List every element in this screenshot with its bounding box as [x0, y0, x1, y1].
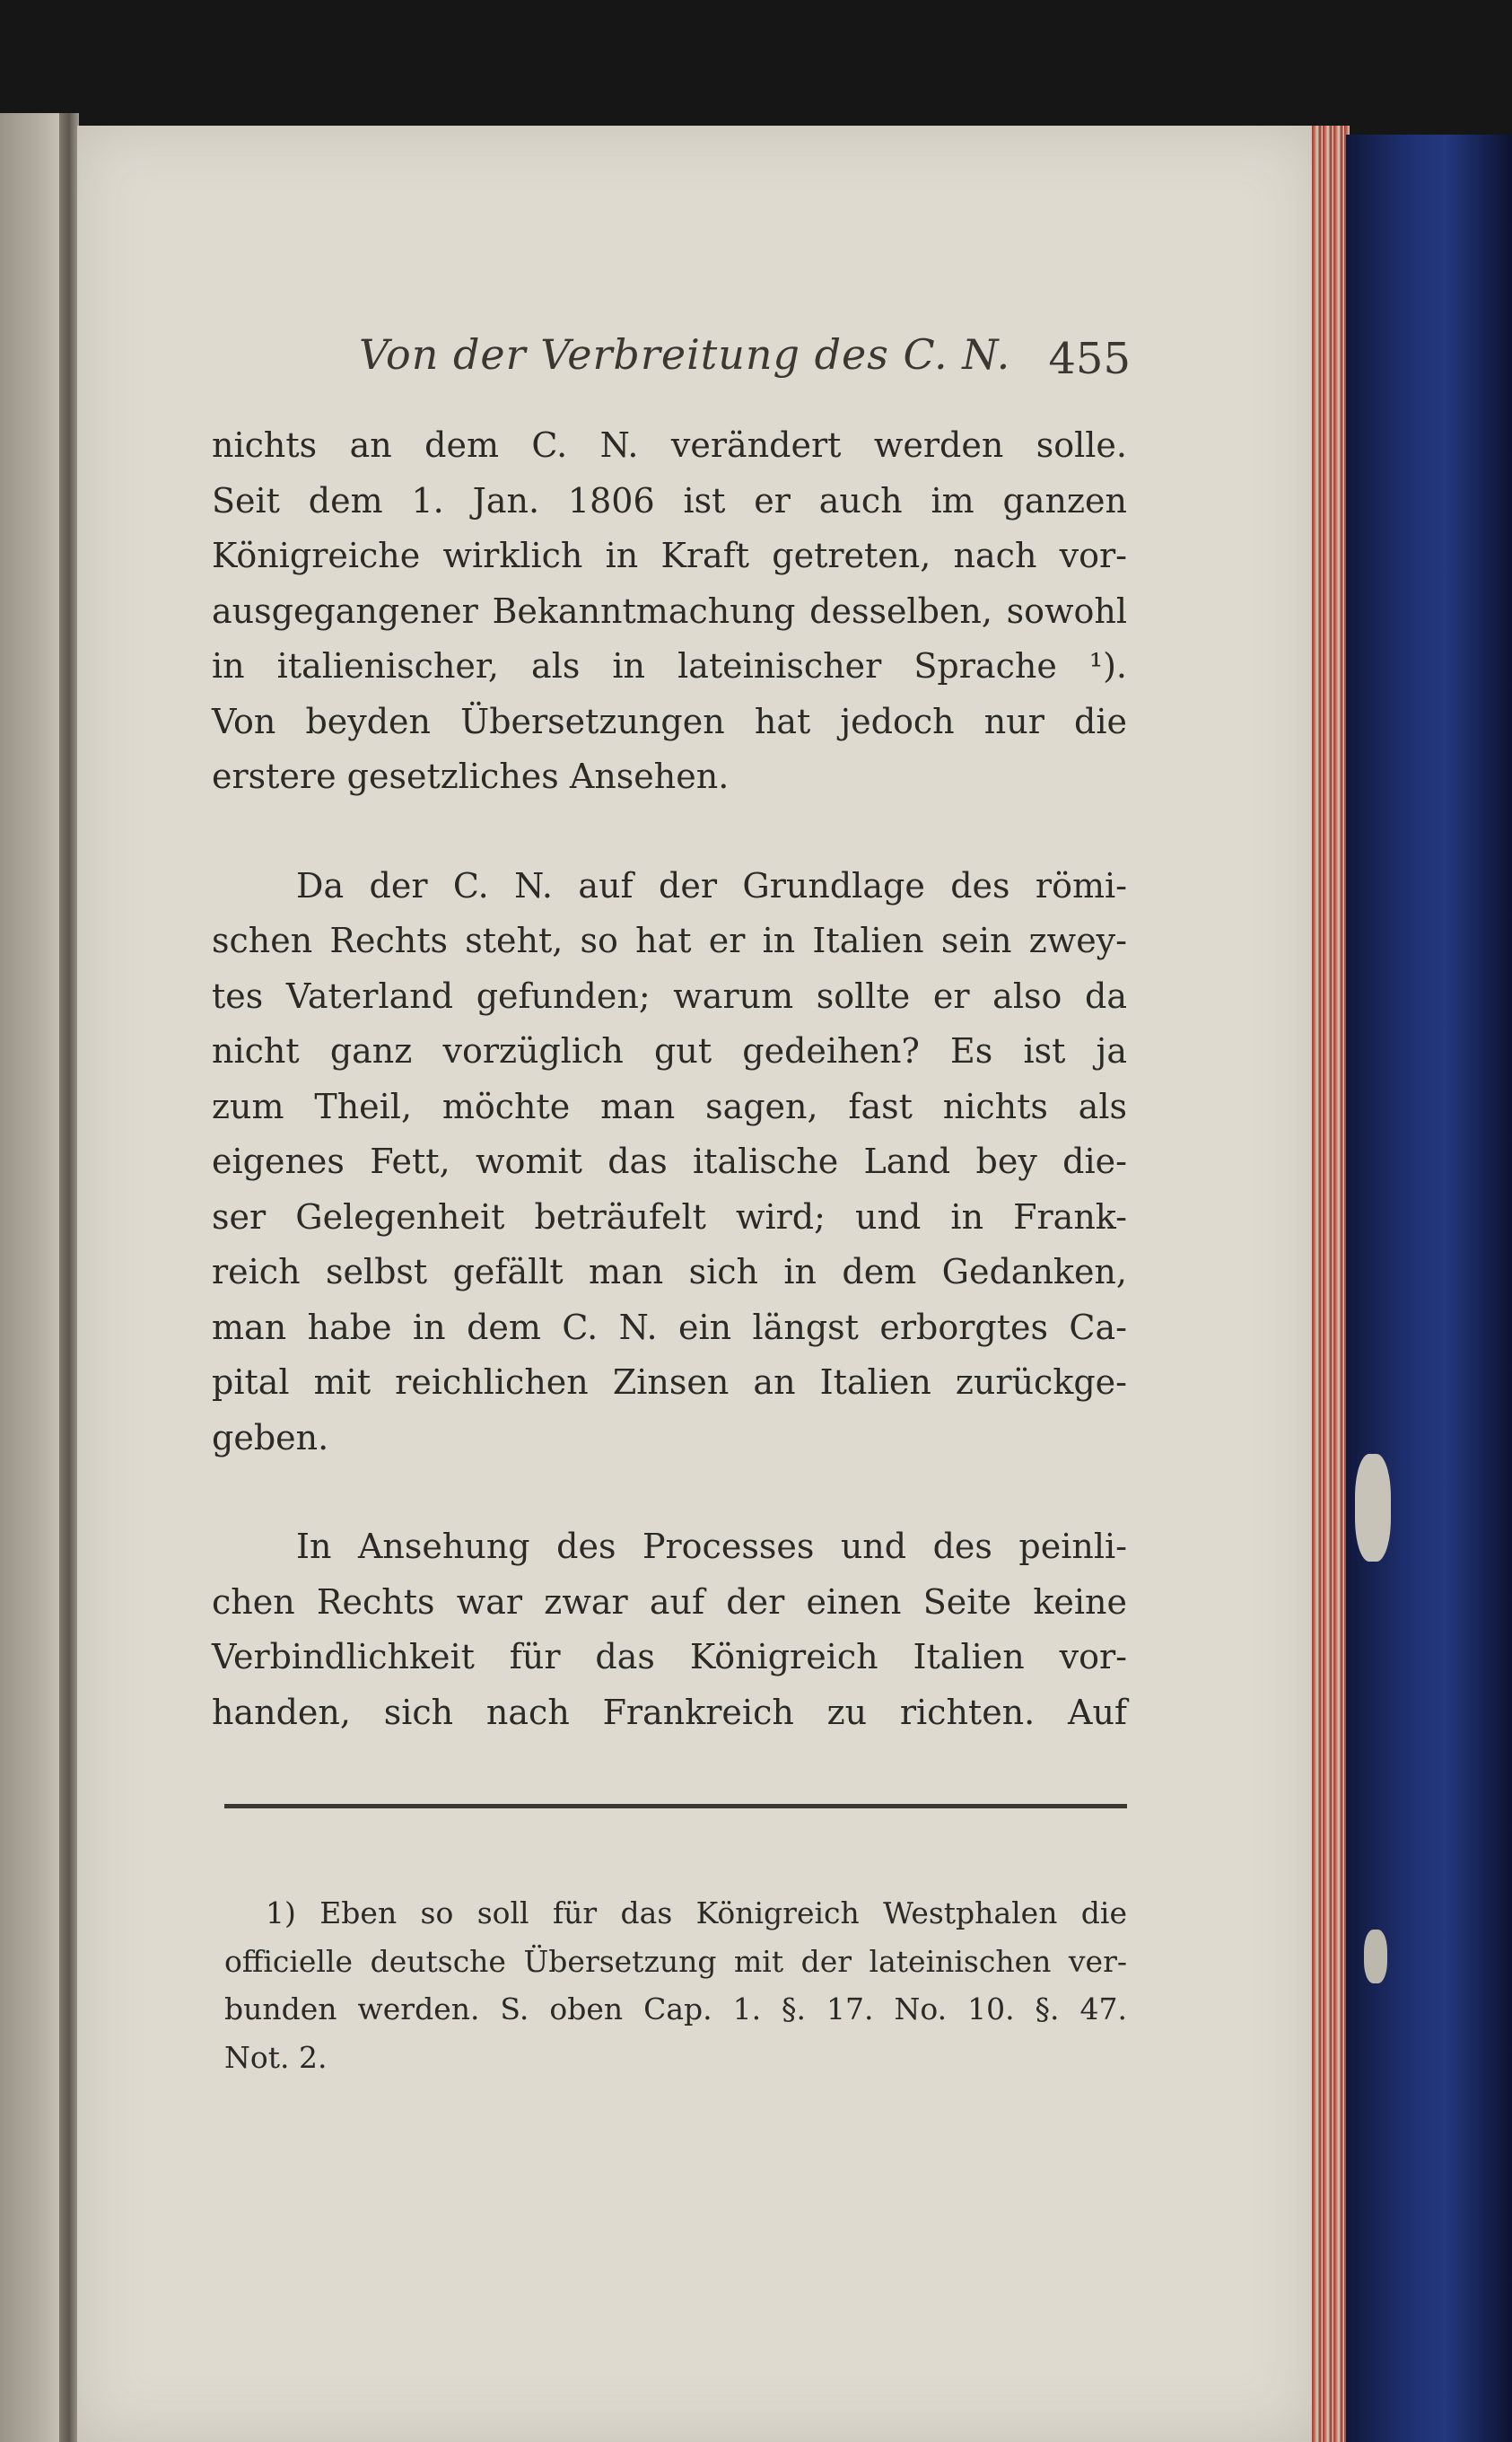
- page-edges: [1312, 126, 1350, 2442]
- text-line: reich selbst gefällt man sich in dem Gedanken,: [212, 1252, 1127, 1291]
- cover-wear-mark: [1355, 1454, 1391, 1562]
- text-line: Da der C. N. auf der Grundlage des römi-: [296, 865, 1127, 906]
- page-header: [359, 330, 1131, 393]
- book-gutter: [59, 113, 79, 2442]
- text-line: ausgegangener Bekanntmachung desselben, sowohl: [212, 591, 1127, 631]
- text-line: nicht ganz vorzüglich gut gedeihen? Es ist ja: [212, 1031, 1127, 1071]
- text-line: nichts an dem C. N. verändert werden solle.: [212, 425, 1127, 465]
- cover-wear-mark: [1364, 1930, 1387, 1983]
- footnote-line: bunden werden. S. oben Cap. 1. §. 17. No. 10. §. 47.: [224, 1991, 1127, 2026]
- text-line: ser Gelegenheit beträufelt wird; und in Frank-: [212, 1196, 1127, 1237]
- text-line: pital mit reichlichen Zinsen an Italien zurückge-: [212, 1362, 1127, 1402]
- book-cover: [1346, 135, 1512, 2442]
- running-title: Von der Verbreitung des C. N.: [359, 330, 1011, 379]
- body-text: [212, 418, 1127, 1740]
- text-line: Königreiche wirklich in Kraft getreten, nach vor-: [212, 536, 1127, 575]
- text-line: eigenes Fett, womit das italische Land bey die-: [212, 1142, 1127, 1181]
- page-number: 455: [1048, 334, 1131, 384]
- footnote-line: Not. 2.: [224, 2039, 328, 2075]
- text-line: chen Rechts war zwar auf der einen Seite keine: [212, 1581, 1127, 1622]
- text-line: man habe in dem C. N. ein längst erborgtes Ca-: [212, 1307, 1127, 1347]
- text-line: Von beyden Übersetzungen hat jedoch nur die: [212, 701, 1127, 741]
- text-line: Seit dem 1. Jan. 1806 ist er auch im ganzen: [212, 480, 1127, 521]
- footnote: [224, 1889, 1127, 2081]
- paragraph: [212, 859, 1127, 1466]
- footnote-separator: [224, 1804, 1127, 1808]
- text-line: schen Rechts steht, so hat er in Italien sein zwey-: [212, 921, 1127, 960]
- footnote-line: 1) Eben so soll für das Königreich Westphalen die: [266, 1895, 1127, 1930]
- text-line: handen, sich nach Frankreich zu richten. Auf: [212, 1692, 1127, 1732]
- paragraph: [212, 418, 1127, 805]
- paragraph: [212, 1519, 1127, 1740]
- text-line: Verbindlichkeit für das Königreich Italien vor-: [212, 1637, 1127, 1676]
- text-line: zum Theil, möchte man sagen, fast nichts als: [212, 1086, 1127, 1126]
- footnote-line: officielle deutsche Übersetzung mit der lateinischen ver-: [224, 1943, 1127, 1979]
- text-line: geben.: [212, 1417, 329, 1457]
- text-line: erstere gesetzliches Ansehen.: [212, 757, 730, 796]
- text-line: in italienischer, als in lateinischer Sprache ¹).: [212, 646, 1127, 686]
- text-line: tes Vaterland gefunden; warum sollte er also da: [212, 976, 1127, 1016]
- text-line: In Ansehung des Processes und des peinli-: [296, 1527, 1127, 1566]
